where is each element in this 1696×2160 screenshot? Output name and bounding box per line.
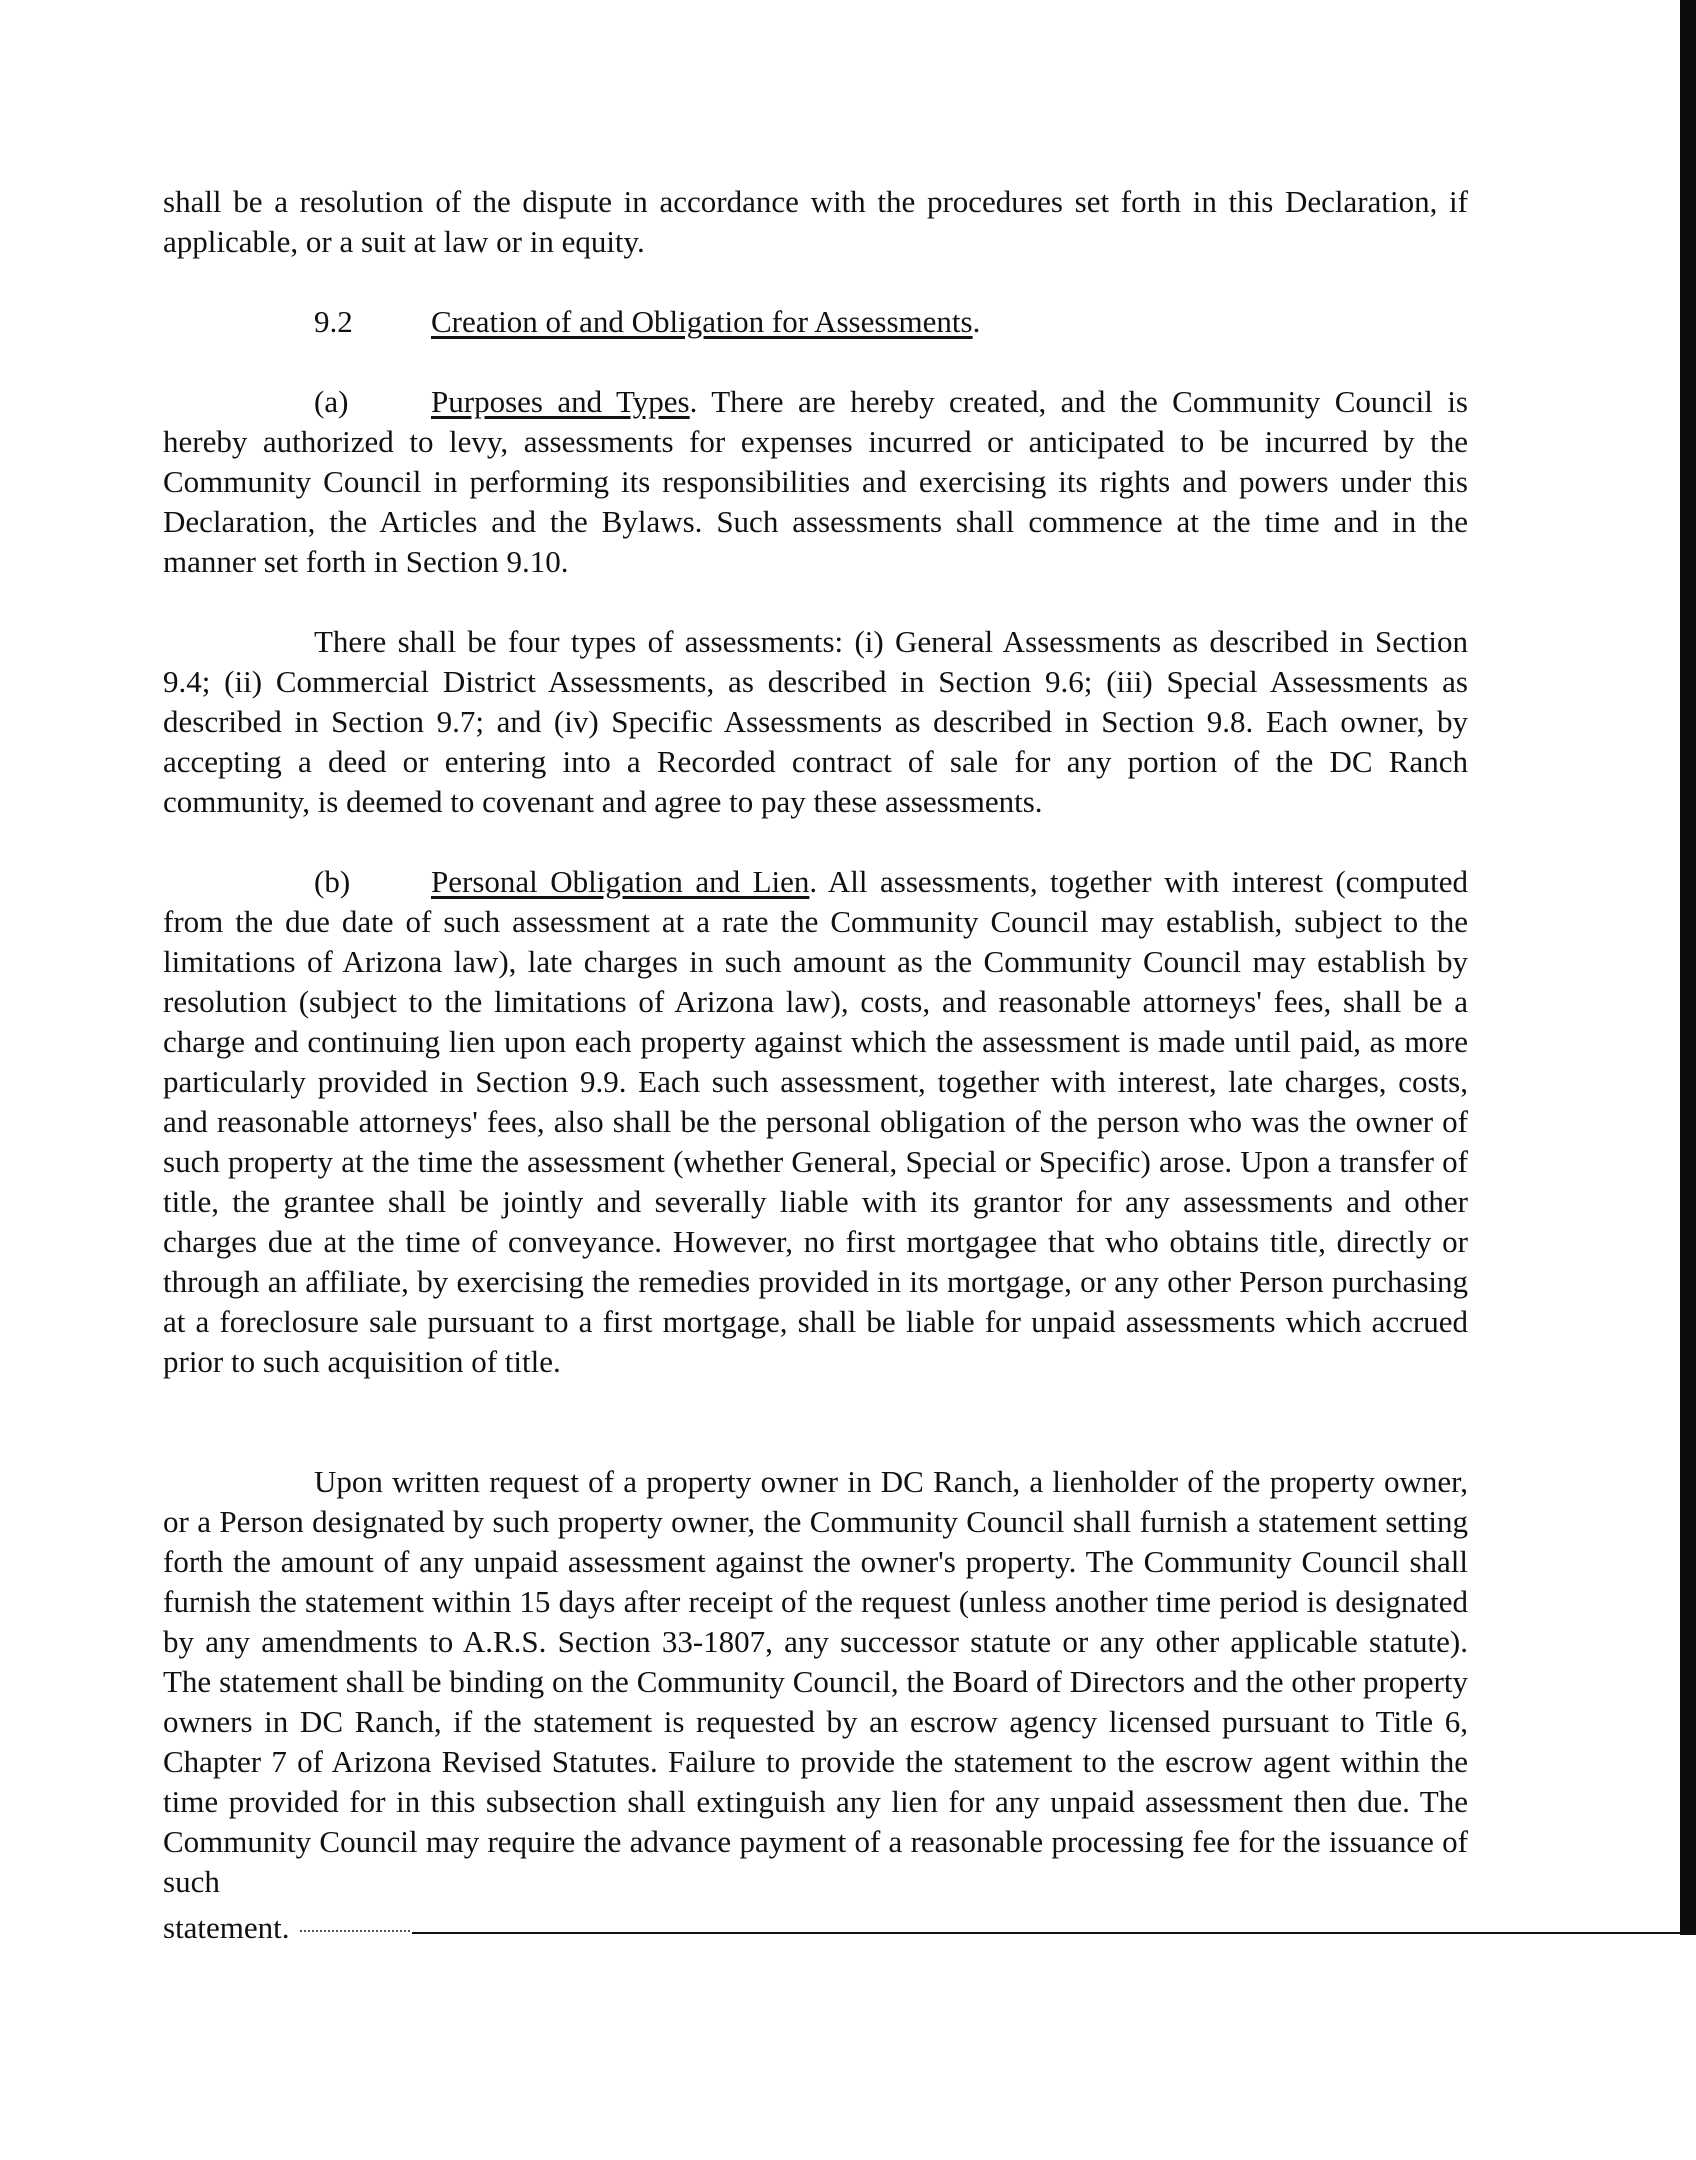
section-title-wrapper <box>431 302 980 342</box>
subsection-a-text: . There are hereby created, and the Community Council is hereby authorized to levy, assessments for expenses incurred or anticipated to be incurred by the Community Council in performing its responsibilities and exercising its rights and powers under this Declaration, the Articles and the Bylaws. Such assessments shall commence at the time and in the manner set forth in Section 9.10. <box>163 384 1468 579</box>
last-word-statement: statement. <box>163 1910 290 1945</box>
subsection-b-text: . All assessments, together with interest (computed from the due date of such assessment at a rate the Community Council may establish, subject to the limitations of Arizona law), late charges in such amount as the Community Council may establish by resolution (subject to the limitations of Arizona law), costs, and reasonable attorneys' fees, shall be a charge and continuing lien upon each property against which the assessment is made until paid, as more particularly provided in Section 9.9. Each such assessment, together with interest, late charges, costs, and reasonable attorneys' fees, also shall be the personal obligation of the person who was the owner of such property at the time the assessment (whether General, Special or Specific) arose. Upon a transfer of title, the grantee shall be jointly and severally liable with its grantor for any assessments and other charges due at the time of conveyance. However, no first mortgagee that who obtains title, directly or through an affiliate, by exercising the remedies provided in its mortgage, or any other Person purchasing at a foreclosure sale pursuant to a first mortgage, shall be liable for unpaid assessments which accrued prior to such acquisition of title. <box>163 864 1468 1379</box>
scan-bottom-rule <box>412 1932 1696 1934</box>
section-title-period: . <box>972 304 981 339</box>
subsection-a <box>163 382 1468 582</box>
faint-dash-line <box>300 1930 410 1932</box>
subsection-a-title: Purposes and Types <box>431 384 690 419</box>
subsection-b <box>163 862 1468 1382</box>
subsection-b-label: (b) <box>314 864 351 899</box>
paragraph-dispute-resolution: shall be a resolution of the dispute in accordance with the procedures set forth in this Declaration, if applicable, or a suit at law or in equity. <box>163 184 1468 259</box>
paragraph-statement-request: Upon written request of a property owner in DC Ranch, a lienholder of the property owner, or a Person designated by such property owner, the Community Council shall furnish a statement setting forth the amount of any unpaid assessment against the owner's property. The Community Council shall furnish the statement within 15 days after receipt of the request (unless another time period is designated by any amendments to A.R.S. Section 33-1807, any successor statute or any other applicable statute). The statement shall be binding on the Community Council, the Board of Directors and the other property owners in DC Ranch, if the statement is requested by an escrow agency licensed pursuant to Title 6, Chapter 7 of Arizona Revised Statutes. Failure to provide the statement to the escrow agent within the time provided for in this subsection shall extinguish any lien for any unpaid assessment then due. The Community Council may require the advance payment of a reasonable processing fee for the issuance of such <box>163 1464 1468 1899</box>
section-number: 9.2 <box>314 304 353 339</box>
section-heading-9-2 <box>314 302 353 342</box>
subsection-a-label: (a) <box>314 384 349 419</box>
subsection-b-title: Personal Obligation and Lien <box>431 864 810 899</box>
section-title: Creation of and Obligation for Assessments <box>431 304 973 339</box>
paragraph-assessment-types: There shall be four types of assessments: (i) General Assessments as described in Section 9.4; (ii) Commercial District Assessments, as described in Section 9.6; (iii) Special Assessments as described in Section 9.7; and (iv) Specific Assessments as described in Section 9.8. Each owner, by accepting a deed or entering into a Recorded contract of sale for any portion of the DC Ranch community, is deemed to covenant and agree to pay these assessments. <box>163 624 1468 819</box>
scan-edge-bar <box>1680 0 1696 1935</box>
